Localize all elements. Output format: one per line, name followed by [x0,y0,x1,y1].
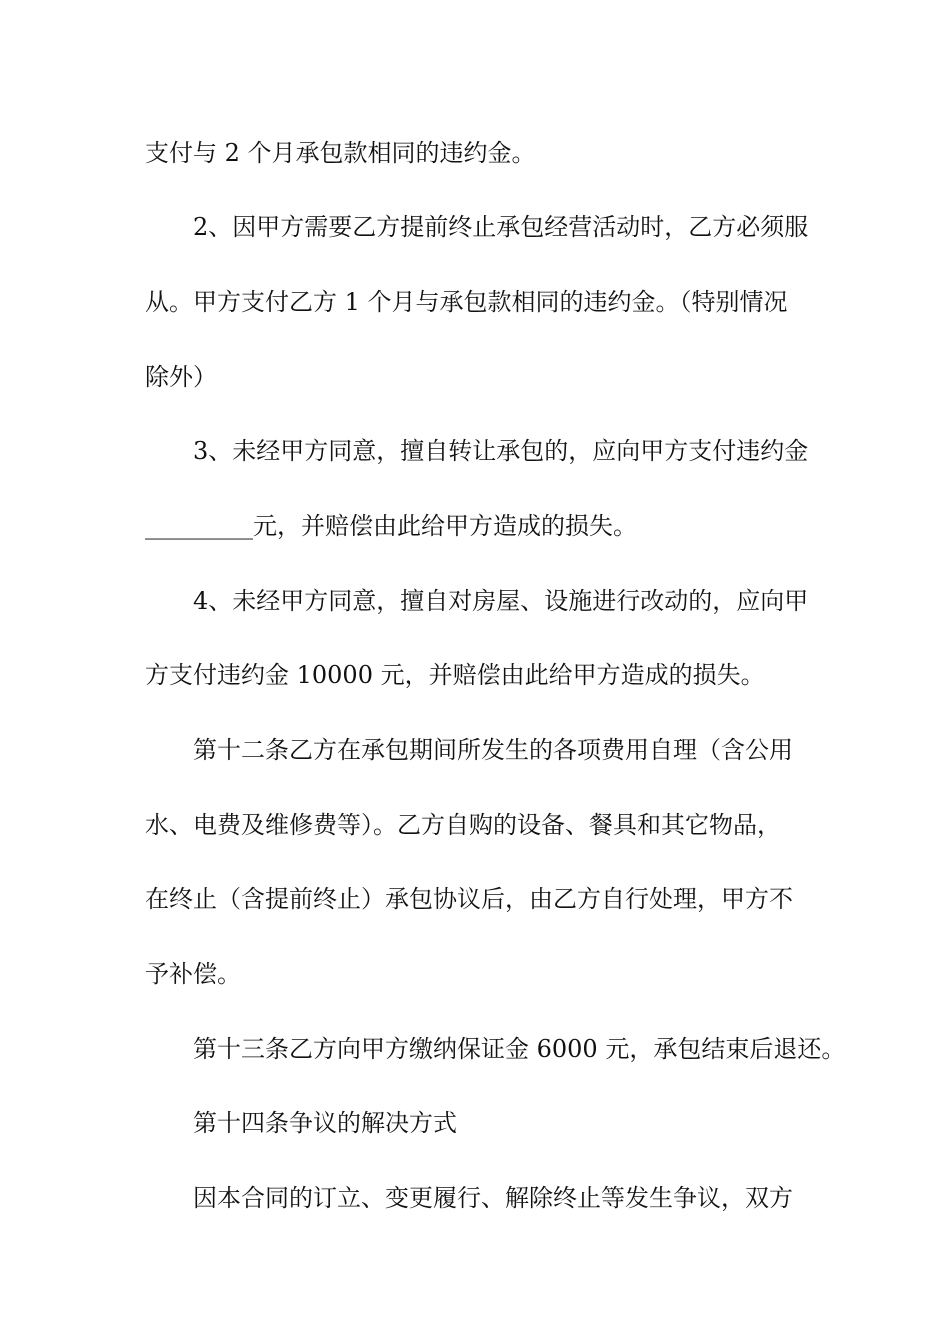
text-line-8: 方支付违约金 10000 元，并赔偿由此给甲方造成的损失。 [145,661,765,689]
text-line-3: 从。甲方支付乙方 1 个月与承包款相同的违约金。（特别情况 [145,288,788,316]
text-line-5: 3、未经甲方同意，擅自转让承包的，应向甲方支付违约金 [193,437,809,465]
text-line-15: 因本合同的订立、变更履行、解除终止等发生争议，双方 [193,1184,793,1212]
text-line-13: 第十三条乙方向甲方缴纳保证金 6000 元，承包结束后退还。 [193,1035,846,1063]
text-line-10: 水、电费及维修费等）。乙方自购的设备、餐具和其它物品， [145,811,781,839]
text-line-4: 除外） [145,363,217,391]
text-line-7: 4、未经甲方同意，擅自对房屋、设施进行改动的，应向甲 [193,587,809,615]
text-line-14: 第十四条争议的解决方式 [193,1109,457,1137]
text-line-6: _________元，并赔偿由此给甲方造成的损失。 [145,512,637,540]
text-line-9: 第十二条乙方在承包期间所发生的各项费用自理（含公用 [193,736,793,764]
text-line-12: 予补偿。 [145,960,241,988]
text-line-11: 在终止（含提前终止）承包协议后，由乙方自行处理，甲方不 [145,885,793,913]
text-line-2: 2、因甲方需要乙方提前终止承包经营活动时，乙方必须服 [193,213,809,241]
text-line-1: 支付与 2 个月承包款相同的违约金。 [145,139,536,167]
